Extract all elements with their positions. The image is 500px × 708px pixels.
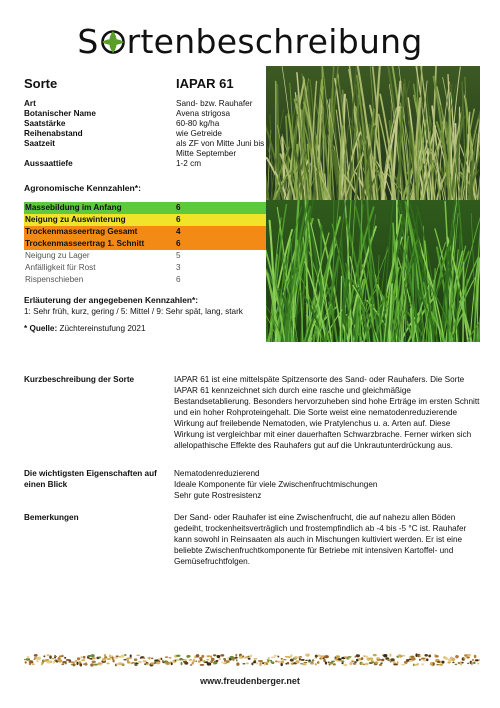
kennzahl-value: 5 — [176, 251, 181, 260]
bemerkungen-text: Der Sand- oder Rauhafer ist eine Zwischenfrucht, die auf nahezu allen Böden gedeiht, trockenheitsverträglich und frostempfindlich ab -4 bis -5 °C ist. Rauhafer kann sowohl in Reinsaaten als auch in Mischungen kultiviert werden. Er ist eine beliebte Zwischenfruchtkomponente für Betriebe mit intensiven Kartoffel- und Gemüsefruchtfolgen. — [174, 513, 467, 566]
sorte-field-label: Botanischer Name — [24, 109, 96, 118]
kennzahl-label: Massebildung im Anfang — [25, 203, 122, 212]
kennzahl-row — [24, 274, 266, 286]
kennzahl-value: 6 — [176, 275, 181, 284]
kennzahl-value: 6 — [176, 215, 181, 224]
bemerkungen-label: Bemerkungen — [24, 513, 79, 522]
sorte-field-label: Art — [24, 99, 36, 108]
sorte-header — [24, 76, 266, 91]
kennzahl-label: Trockenmasseertrag Gesamt — [25, 227, 138, 236]
sorte-field-value: Sand- bzw. Rauhafer — [176, 99, 253, 108]
kennzahl-value: 6 — [176, 203, 181, 212]
sorte-field-row — [24, 119, 266, 129]
kurzbeschreibung-section — [24, 374, 480, 451]
kennzahl-row — [24, 250, 266, 262]
footer-url[interactable]: www.freudenberger.net — [200, 676, 300, 686]
kennzahl-label: Trockenmasseertrag 1. Schnitt — [25, 239, 145, 248]
sorte-info — [24, 76, 266, 333]
kennzahl-row — [24, 262, 266, 274]
eigenschaften-section — [24, 468, 480, 501]
sorte-field-value: Avena strigosa — [176, 109, 231, 118]
title-prefix: S — [77, 22, 99, 61]
bemerkungen-section — [24, 512, 480, 567]
sorte-field-label: Reihenabstand — [24, 129, 83, 138]
oat-field-photo-top — [266, 66, 480, 200]
sorte-field-label: Saatstärke — [24, 119, 66, 128]
kennzahlen-table — [24, 202, 266, 286]
seed-strip-decoration — [24, 652, 480, 668]
kennzahl-value: 3 — [176, 263, 181, 272]
sorte-fields — [24, 99, 266, 169]
eigenschaft-item: Sehr gute Rostresistenz — [174, 491, 262, 500]
kennzahl-row — [24, 214, 266, 226]
oat-plants-photo-bottom — [266, 200, 480, 342]
kennzahl-row — [24, 238, 266, 250]
title-rest: rtenbeschreibung — [126, 22, 423, 61]
kennzahl-value: 4 — [176, 227, 181, 236]
eigenschaften-label: Die wichtigsten Eigenschaften auf einen Blick — [24, 469, 157, 489]
sorte-field-row — [24, 159, 266, 169]
legend-text: 1: Sehr früh, kurz, gering / 5: Mittel / 9: Sehr spät, lang, stark — [24, 307, 243, 316]
sorte-field-row — [24, 109, 266, 119]
quelle-label: * Quelle: — [24, 324, 58, 333]
quelle — [24, 324, 266, 333]
sorte-field-row — [24, 139, 266, 159]
kennzahl-label: Neigung zu Auswinterung — [25, 215, 126, 224]
sorte-field-value: als ZF von Mitte Juni bis Mitte September — [176, 139, 265, 158]
page-title — [0, 22, 500, 61]
sorte-label: Sorte — [24, 76, 58, 91]
kennzahl-label: Rispenschieben — [25, 275, 84, 284]
kennzahl-label: Neigung zu Lager — [25, 251, 90, 260]
kennzahl-label: Anfälligkeit für Rost — [25, 263, 96, 272]
sorte-field-value: wie Getreide — [176, 129, 222, 138]
kurzbeschreibung-label: Kurzbeschreibung der Sorte — [24, 375, 135, 384]
eigenschaft-item: Ideale Komponente für viele Zwischenfruchtmischungen — [174, 480, 378, 489]
leaf-in-circle-icon — [100, 29, 126, 55]
sorte-field-value: 1-2 cm — [176, 159, 202, 168]
eigenschaften-list — [174, 468, 480, 501]
sorte-field-value: 60-80 kg/ha — [176, 119, 220, 128]
sorte-field-row — [24, 99, 266, 109]
legend-title: Erläuterung der angegebenen Kennzahlen*: — [24, 295, 199, 305]
kurzbeschreibung-text: IAPAR 61 ist eine mittelspäte Spitzensorte des Sand- oder Rauhafers. Die Sorte IAPAR 61 kennzeichnet sich durch eine rasche und gleichmäßige Bestandsetablierung. Besonders hervorzuheben sind hohe Erträge im ersten Schnitt und ein hoher Rohproteingehalt. Die Sorte weist eine nematodenreduzierende Wirkung auf freilebende Nematoden, wie Pratylenchus u. a. Arten auf. Diese Wirkung ist vergleichbar mit einer dauerhaften Schwarzbrache. Ferner wirken sich allelopathische Effekte des Rauhafers gut auf die Unkrautunterdrückung aus. — [174, 375, 480, 450]
kennzahlen-title: Agronomische Kennzahlen*: — [24, 183, 141, 193]
sorte-value: IAPAR 61 — [176, 76, 234, 91]
kennzahl-row — [24, 226, 266, 238]
sorte-field-label: Saatzeit — [24, 139, 55, 148]
kennzahl-value: 6 — [176, 239, 181, 248]
quelle-text: Züchtereinstufung 2021 — [59, 324, 146, 333]
sorte-field-row — [24, 129, 266, 139]
kennzahl-row — [24, 202, 266, 214]
sorte-field-label: Aussaattiefe — [24, 159, 73, 168]
eigenschaft-item: Nematodenreduzierend — [174, 469, 260, 478]
